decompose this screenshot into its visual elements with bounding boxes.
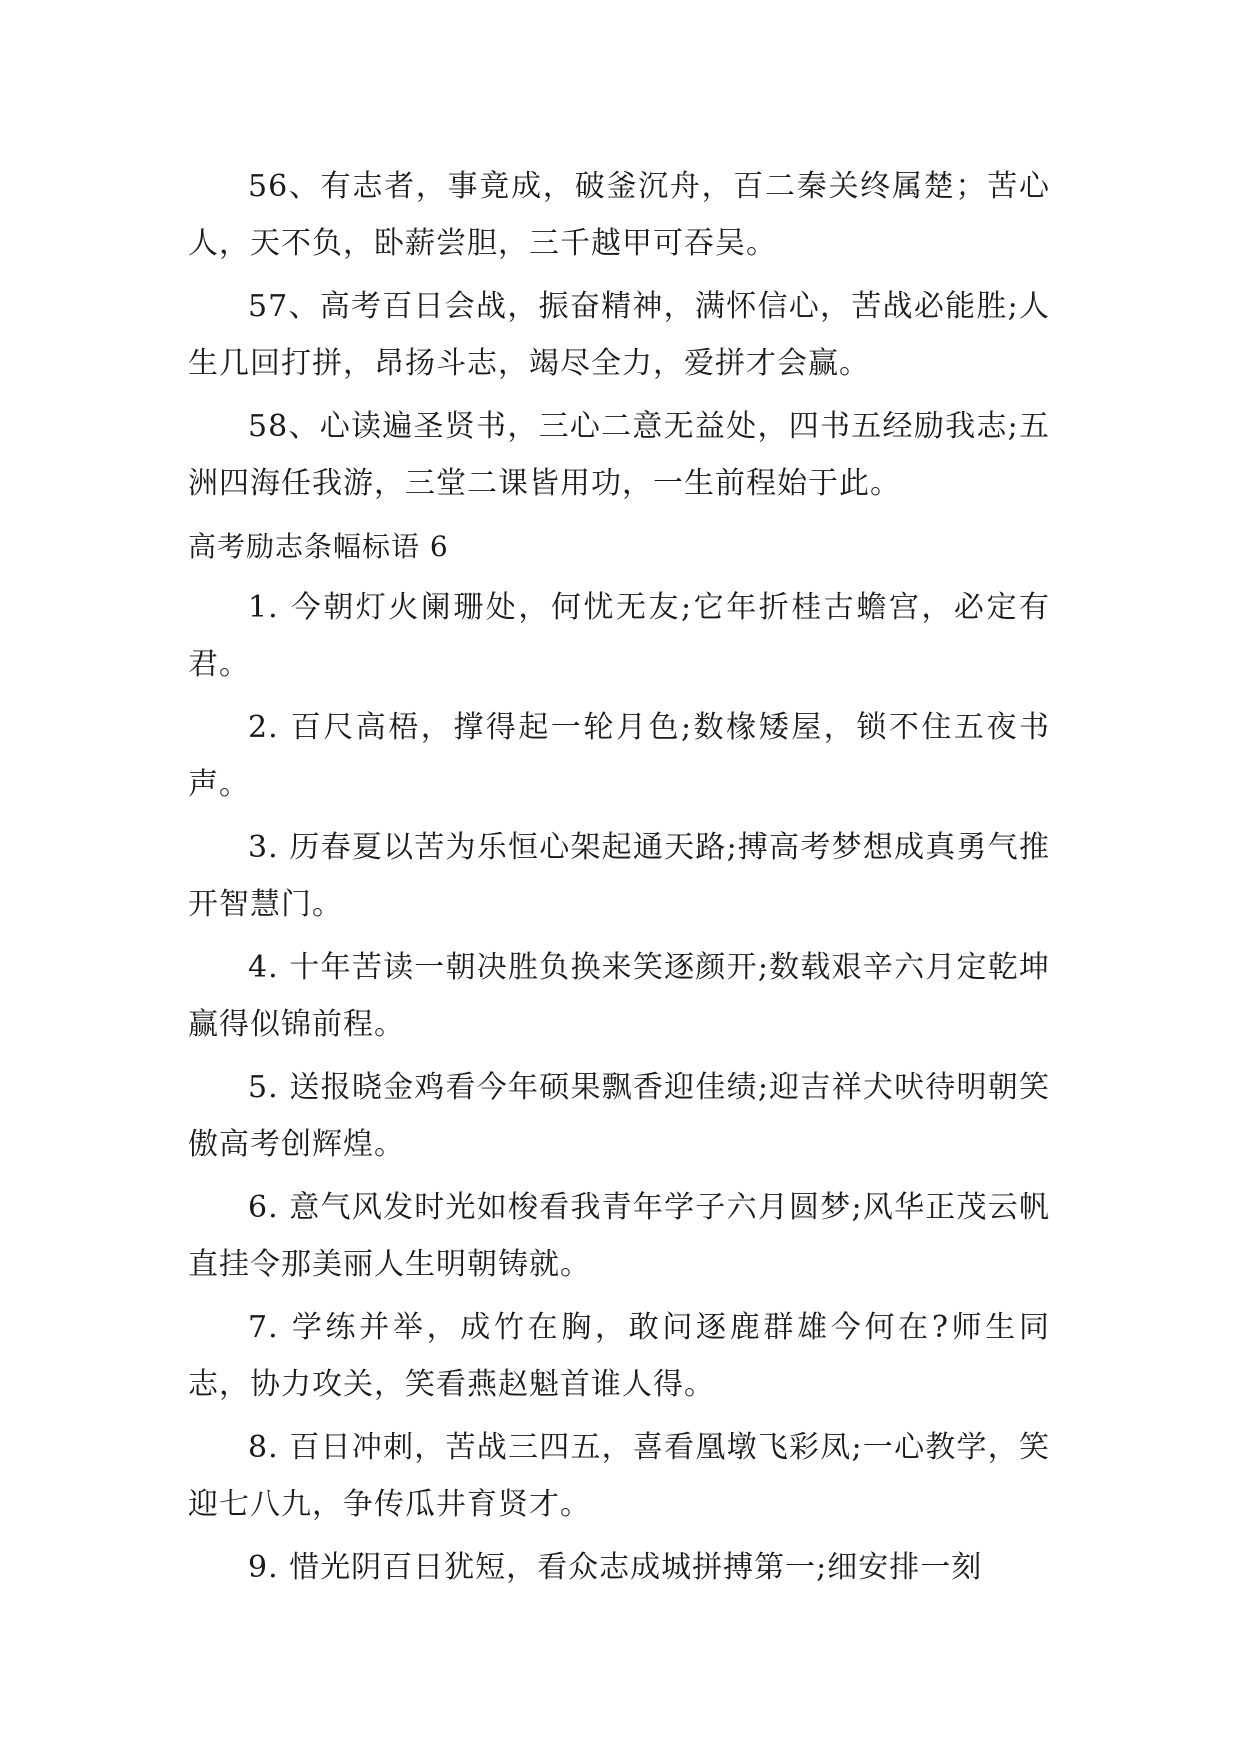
paragraph-8: 8. 百日冲刺，苦战三四五，喜看凰墩飞彩凤;一心教学，笑迎七八九，争传瓜井育贤才。 (188, 1430, 1050, 1522)
paragraph-4: 4. 十年苦读一朝决胜负换来笑逐颜开;数载艰辛六月定乾坤赢得似锦前程。 (188, 950, 1050, 1042)
paragraph-9: 9. 惜光阴百日犹短，看众志成城拼搏第一;细安排一刻 (248, 1550, 983, 1585)
paragraph-6: 6. 意气风发时光如梭看我青年学子六月圆梦;风华正茂云帆直挂令那美丽人生明朝铸就。 (188, 1190, 1050, 1282)
paragraph-3: 3. 历春夏以苦为乐恒心架起通天路;搏高考梦想成真勇气推开智慧门。 (188, 830, 1050, 922)
paragraph-7: 7. 学练并举，成竹在胸，敢问逐鹿群雄今何在?师生同志，协力攻关，笑看燕赵魁首谁人得。 (188, 1310, 1050, 1402)
document-page (188, 158, 1050, 1602)
paragraph-57: 57、高考百日会战，振奋精神，满怀信心，苦战必能胜;人生几回打拼，昂扬斗志，竭尽全力，爱拼才会赢。 (188, 289, 1050, 381)
paragraph-56: 56、有志者，事竟成，破釜沉舟，百二秦关终属楚；苦心人，天不负，卧薪尝胆，三千越甲可吞吴。 (188, 169, 1050, 261)
paragraph-2: 2. 百尺高梧，撑得起一轮月色;数椽矮屋，锁不住五夜书声。 (188, 710, 1050, 802)
paragraph-1: 1. 今朝灯火阑珊处，何忧无友;它年折桂古蟾宫，必定有君。 (188, 590, 1050, 682)
paragraph-5: 5. 送报晓金鸡看今年硕果飘香迎佳绩;迎吉祥犬吠待明朝笑傲高考创辉煌。 (188, 1070, 1050, 1162)
paragraph-58: 58、心读遍圣贤书，三心二意无益处，四书五经励我志;五洲四海任我游，三堂二课皆用功，一生前程始于此。 (188, 409, 1050, 501)
section-heading: 高考励志条幅标语 6 (188, 530, 449, 563)
